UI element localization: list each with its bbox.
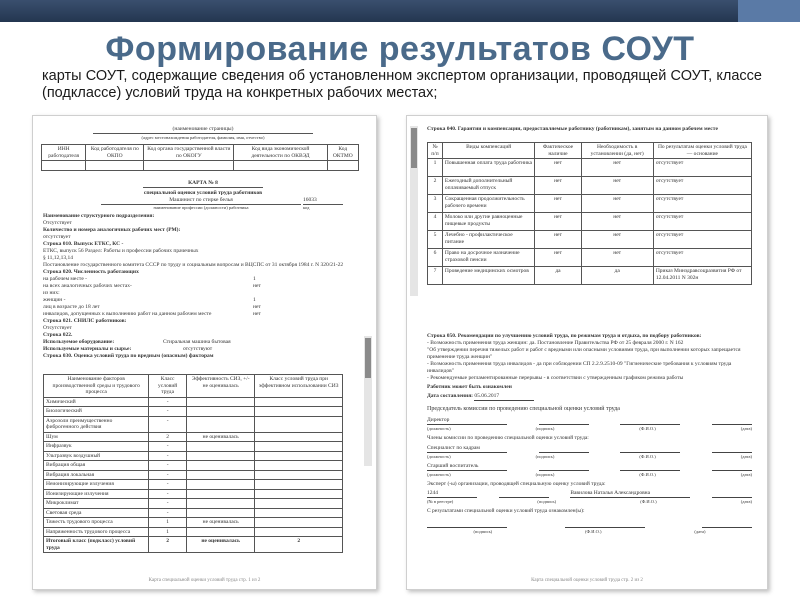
row020-item-label: на всех аналогичных рабочих местах- xyxy=(43,283,132,289)
card-job-title: Машинист по стирке белья xyxy=(101,197,301,205)
comp-cell: отсутствует xyxy=(653,177,751,195)
member1-fio xyxy=(620,445,680,453)
factor-cell: Напряженность трудового процесса xyxy=(44,527,149,537)
p2-scroll-thumb[interactable] xyxy=(411,128,417,168)
factor-cell xyxy=(186,499,254,509)
chair-label: Председатель комиссии по проведению специальной оценки условий труда xyxy=(427,406,620,412)
comp-cell: отсутствует xyxy=(653,249,751,267)
p2-scrollbar[interactable] xyxy=(410,126,418,296)
factor-cell: не оценивалась xyxy=(186,432,254,442)
caption-fio: (Ф.И.О.) xyxy=(585,529,602,534)
row022-label: Строка 022. xyxy=(43,332,73,338)
row020-label: Строка 020. Численность работающих xyxy=(43,269,139,275)
expert-sign xyxy=(499,490,549,498)
row050-item: - Возможность применения труда инвалидов - да при соблюдении СП 2.2.9.2510-09 "Гигиенические требования к условиям труда инвалидов" xyxy=(427,361,732,374)
comp-row xyxy=(428,249,752,267)
factor-cell xyxy=(255,397,343,407)
row020-item xyxy=(43,311,361,318)
factor-cell xyxy=(255,451,343,461)
code-cell xyxy=(144,161,234,171)
chair-fio xyxy=(620,417,680,425)
factor-cell: не оценивалась xyxy=(186,518,254,528)
comp-header: Необходимость в установлении (да, нет) xyxy=(581,143,653,159)
factor-cell: Ионизирующие излучения xyxy=(44,489,149,499)
factor-row xyxy=(44,518,343,528)
factor-cell xyxy=(255,432,343,442)
factor-row xyxy=(44,470,343,480)
factor-cell xyxy=(255,508,343,518)
factor-cell: - xyxy=(149,499,187,509)
row020-item-label: из них: xyxy=(43,290,60,296)
worker-fio xyxy=(565,520,645,528)
comp-cell: нет xyxy=(581,213,653,231)
comp-row xyxy=(428,231,752,249)
factor-cell: Инфразвук xyxy=(44,442,149,452)
factors-table xyxy=(43,374,343,553)
p1-body xyxy=(43,213,361,360)
comp-cell: Сокращенная продолжительность рабочего времени xyxy=(442,195,535,213)
factor-row xyxy=(44,489,343,499)
expert-name: Вавилова Наталья Александровна xyxy=(570,490,690,498)
comp-cell: отсутствует xyxy=(653,195,751,213)
row050-item: "Об утверждении перечня тяжелых работ и работ с вредными или опасными условиями труда, при выполнении которых запрещается применение труда женщин" xyxy=(427,347,741,360)
comp-cell: нет xyxy=(535,249,581,267)
caption-position: (должность) xyxy=(427,454,451,459)
factor-cell xyxy=(255,489,343,499)
card-job-code: 16033 xyxy=(303,197,343,205)
caption-sign: (подпись) xyxy=(535,454,555,459)
factor-row xyxy=(44,451,343,461)
count-label: Количество и номера аналогичных рабочих мест (РМ): xyxy=(43,227,181,233)
factor-cell: - xyxy=(149,451,187,461)
caption-position: (должность) xyxy=(427,472,451,477)
factor-cell: 1 xyxy=(149,518,187,528)
comp-cell: отсутствует xyxy=(653,159,751,177)
code-header: Код органа государственной власти по ОКОГУ xyxy=(144,145,234,161)
comp-cell: 5 xyxy=(428,231,443,249)
factor-header: Эффективность СИЗ, +/- не оценивалась xyxy=(186,375,254,398)
caption-date: (дата) xyxy=(740,499,752,504)
row050-label: Строка 050. Рекомендации по улучшению условий труда, по режимам труда и отдыха, по подбору работников: xyxy=(427,333,702,339)
row020-item-value: 1 xyxy=(253,276,256,282)
factor-cell: Вибрация общая xyxy=(44,461,149,471)
expert-label: Эксперт (-ы) организации, проводящей специальную оценку условий труда: xyxy=(427,481,606,487)
factor-cell xyxy=(255,461,343,471)
factor-cell: 2 xyxy=(255,537,343,553)
factor-cell: - xyxy=(149,442,187,452)
factor-cell: Тяжесть трудового процесса xyxy=(44,518,149,528)
factor-cell: Шум xyxy=(44,432,149,442)
comp-row xyxy=(428,195,752,213)
expert-date xyxy=(712,490,752,498)
comp-cell: 1 xyxy=(428,159,443,177)
factor-row xyxy=(44,480,343,490)
factor-cell xyxy=(186,508,254,518)
member2-sign xyxy=(539,463,589,471)
comp-cell: Проведение медицинских осмотров xyxy=(442,267,535,285)
comp-row xyxy=(428,213,752,231)
comp-cell: 6 xyxy=(428,249,443,267)
row050-item: - Возможность применения труда женщин: да. Постановление Правительства РФ от 25 февраля 2000 г. N 162 xyxy=(427,340,684,346)
worker-captions xyxy=(427,528,752,535)
row021-value: Отсутствует xyxy=(43,325,72,331)
member1-position: Специалист по кадрам xyxy=(427,445,507,453)
factor-cell xyxy=(255,518,343,528)
comp-row xyxy=(428,267,752,285)
factor-cell xyxy=(255,480,343,490)
caption-date: (дата) xyxy=(740,472,752,477)
comp-cell: Повышенная оплата труда работника xyxy=(442,159,535,177)
row020-item-label: лиц в возрасте до 18 лет xyxy=(43,304,100,310)
worker-date xyxy=(702,520,752,528)
count-value: отсутствует xyxy=(43,234,71,240)
comp-cell: Молоко или другие равноценные пищевые продукты xyxy=(442,213,535,231)
factor-cell: - xyxy=(149,489,187,499)
member2-fio xyxy=(620,463,680,471)
member2-captions xyxy=(427,471,752,478)
factor-cell: не оценивалась xyxy=(186,537,254,553)
chair-sign xyxy=(539,417,589,425)
p1-header-line: (адрес местонахождения работодателя, фамилия, имя, отчество) xyxy=(141,135,265,140)
comp-header: № п/п xyxy=(428,143,443,159)
code-header: ИНН работодателя xyxy=(42,145,86,161)
factor-row xyxy=(44,537,343,553)
comp-cell: Ежегодный дополнительный оплачиваемый отпуск xyxy=(442,177,535,195)
factor-row xyxy=(44,432,343,442)
materials-value: отсутствуют xyxy=(183,346,213,352)
factor-cell: - xyxy=(149,461,187,471)
row020-item xyxy=(43,276,361,283)
expert-captions xyxy=(427,498,752,505)
chair-position: Директор xyxy=(427,417,507,425)
factor-cell: - xyxy=(149,508,187,518)
row020-item-value: нет xyxy=(253,283,261,289)
comp-header: По результатам оценки условий труда — основание xyxy=(653,143,751,159)
factor-row xyxy=(44,461,343,471)
factor-cell: Аэрозоли преимущественно фиброгенного действия xyxy=(44,416,149,432)
row020-list xyxy=(43,276,361,318)
caption-sign: (подпись) xyxy=(537,499,557,504)
comp-cell: Приказ Минздравсоцразвития РФ от 12.04.2011 N 302н xyxy=(653,267,751,285)
code-cell xyxy=(42,161,86,171)
comp-header: Фактическое наличие xyxy=(535,143,581,159)
member2-date xyxy=(712,463,752,471)
factor-cell xyxy=(186,480,254,490)
code-header: Код работодателя по ОКПО xyxy=(86,145,144,161)
date-value: 05.06.2017 xyxy=(474,393,534,401)
caption-sign: (подпись) xyxy=(535,472,555,477)
comp-cell: отсутствует xyxy=(653,231,751,249)
workers-label: С результатами специальной оценки условий труда ознакомлен(ы): xyxy=(427,508,585,514)
comp-cell: 7 xyxy=(428,267,443,285)
comp-cell: 3 xyxy=(428,195,443,213)
expert-sign-line xyxy=(427,490,752,498)
dept-label: Наименование структурного подразделения: xyxy=(43,213,155,219)
comp-row xyxy=(428,177,752,195)
caption-sign: (подпись) xyxy=(535,426,555,431)
chair-sign-line xyxy=(427,417,752,425)
factor-cell: - xyxy=(149,470,187,480)
row020-item xyxy=(43,290,361,297)
factor-cell xyxy=(186,527,254,537)
comp-cell: нет xyxy=(581,249,653,267)
dept-value: Отсутствует xyxy=(43,220,72,226)
comp-cell: нет xyxy=(535,159,581,177)
caption-registry: (№ в реестре) xyxy=(427,499,454,504)
member1-sign-line xyxy=(427,445,752,453)
comp-cell: да xyxy=(535,267,581,285)
factor-cell xyxy=(255,407,343,417)
factor-cell: 2 xyxy=(149,432,187,442)
p1-footer: Карта специальной оценки условий труда стр. 1 из 2 xyxy=(148,578,261,583)
factor-cell xyxy=(186,416,254,432)
comp-cell: отсутствует xyxy=(653,213,751,231)
caption-date: (дата) xyxy=(694,529,706,534)
slide-subtitle: карты СОУТ, содержащие сведения об установленном экспертом организации, проводящей СОУТ, классе (подклассе) условий труда на конкретных рабочих местах; xyxy=(42,68,762,101)
member2-position: Старший воспитатель xyxy=(427,463,507,471)
comp-cell: нет xyxy=(535,213,581,231)
member1-captions xyxy=(427,453,752,460)
date-label: Дата составления: xyxy=(427,393,474,399)
row010-text: ЕТКС, выпуск 56 Раздел: Работы и профессии рабочих прачечных xyxy=(43,248,199,254)
document-page-1 xyxy=(32,115,377,590)
document-page-2 xyxy=(406,115,768,590)
slide-top-bar xyxy=(0,0,800,22)
expert-number: 1244 xyxy=(427,490,477,498)
row020-item-label: инвалидов, допущенных к выполнению работ на данном рабочем месте xyxy=(43,311,212,317)
card-job-caption: наименование профессии (должности) работника xyxy=(153,205,249,210)
factor-header: Наименование факторов производственной среды и трудового процесса xyxy=(44,375,149,398)
factor-cell: Световая среда xyxy=(44,508,149,518)
factor-cell xyxy=(186,489,254,499)
row020-item xyxy=(43,304,361,311)
factor-cell: 1 xyxy=(149,527,187,537)
row020-item-value: нет xyxy=(253,304,261,310)
comp-cell: 4 xyxy=(428,213,443,231)
p2-footer: Карта специальной оценки условий труда стр. 2 из 2 xyxy=(531,578,643,583)
ack-label: Работник может быть ознакомлен xyxy=(427,384,512,390)
factor-cell xyxy=(255,527,343,537)
comp-cell: нет xyxy=(535,195,581,213)
factor-cell: Химический xyxy=(44,397,149,407)
factor-row xyxy=(44,527,343,537)
factor-cell: - xyxy=(149,480,187,490)
comp-cell: Право на досрочное назначение страховой пенсии xyxy=(442,249,535,267)
caption-sign: (подпись) xyxy=(473,529,493,534)
factor-cell xyxy=(255,416,343,432)
comp-header: Виды компенсаций xyxy=(442,143,535,159)
row020-item xyxy=(43,283,361,290)
top-bar-accent xyxy=(738,0,800,22)
factor-cell xyxy=(186,397,254,407)
factor-row xyxy=(44,508,343,518)
p2-body xyxy=(427,333,752,535)
factor-cell: Неионизирующие излучения xyxy=(44,480,149,490)
factor-cell xyxy=(255,499,343,509)
code-cell xyxy=(327,161,358,171)
comp-cell: нет xyxy=(581,231,653,249)
member1-date xyxy=(712,445,752,453)
factor-row xyxy=(44,442,343,452)
caption-fio: (Ф.И.О.) xyxy=(639,426,656,431)
factor-row xyxy=(44,397,343,407)
slide-title: Формирование результатов СОУТ xyxy=(105,30,695,68)
comp-cell: 2 xyxy=(428,177,443,195)
caption-fio: (Ф.И.О.) xyxy=(639,472,656,477)
comp-cell: нет xyxy=(581,159,653,177)
materials-label: Используемые материалы и сырье: xyxy=(43,346,132,352)
factor-cell xyxy=(255,470,343,480)
p1-scrollbar[interactable] xyxy=(364,336,372,466)
factor-cell: - xyxy=(149,397,187,407)
equip-label: Используемое оборудование: xyxy=(43,339,115,345)
code-header: Код вида экономической деятельности по ОКВЭД xyxy=(234,145,327,161)
factor-cell xyxy=(186,470,254,480)
row050-list xyxy=(427,340,752,382)
comp-row xyxy=(428,159,752,177)
p1-scroll-thumb[interactable] xyxy=(365,338,371,378)
comp-cell: Лечебно - профилактическое питание xyxy=(442,231,535,249)
factor-cell: - xyxy=(149,416,187,432)
comp-table xyxy=(427,142,752,285)
factor-cell xyxy=(186,407,254,417)
factor-cell: 2 xyxy=(149,537,187,553)
code-cell xyxy=(234,161,327,171)
factor-row xyxy=(44,416,343,432)
caption-date: (дата) xyxy=(740,426,752,431)
code-header: Код ОКТМО xyxy=(327,145,358,161)
card-subtitle: специальной оценки условий труда работников xyxy=(143,190,263,196)
row050-item: - Рекомендуемые регламентированные перерывы - в соответствии с утвержденным графиком режима работы xyxy=(427,375,684,381)
equip-value: Стиральная машина бытовая xyxy=(163,339,231,345)
factor-row xyxy=(44,499,343,509)
card-title: КАРТА № 8 xyxy=(143,180,263,188)
row020-item xyxy=(43,297,361,304)
factor-cell: - xyxy=(149,407,187,417)
worker-sign xyxy=(427,520,507,528)
worker-sign-line xyxy=(427,520,752,528)
comp-cell: нет xyxy=(581,195,653,213)
factor-cell xyxy=(186,461,254,471)
members-label: Члены комиссии по проведению специальной оценки условий труда: xyxy=(427,435,589,441)
member1-sign xyxy=(539,445,589,453)
factor-cell: Вибрация локальная xyxy=(44,470,149,480)
comp-cell: нет xyxy=(535,231,581,249)
factor-header: Класс условий труда xyxy=(149,375,187,398)
row020-item-value: нет xyxy=(253,311,261,317)
card-job-code-caption: код xyxy=(303,205,310,210)
comp-cell: да xyxy=(581,267,653,285)
p1-header-top: (наименование страницы) xyxy=(93,126,313,134)
comp-cell: нет xyxy=(581,177,653,195)
row030-label: Строка 030. Оценка условий труда по вредным (опасным) факторам xyxy=(43,353,214,359)
row020-item-label: женщин - xyxy=(43,297,66,303)
factor-header: Класс условий труда при эффективном использовании СИЗ xyxy=(255,375,343,398)
comp-cell: нет xyxy=(535,177,581,195)
factor-cell xyxy=(186,442,254,452)
row010-label: Строка 010. Выпуск ЕТКС, КС - xyxy=(43,241,124,247)
factor-cell: Биологический xyxy=(44,407,149,417)
member2-sign-line xyxy=(427,463,752,471)
code-cell xyxy=(86,161,144,171)
factor-cell: Ультразвук воздушный xyxy=(44,451,149,461)
caption-date: (дата) xyxy=(740,454,752,459)
chair-captions xyxy=(427,425,752,432)
row020-item-value: 1 xyxy=(253,297,256,303)
row040-label: Строка 040. Гарантии и компенсации, предоставляемые работнику (работникам), занятым на данном рабочем месте xyxy=(427,126,718,132)
row021-label: Строка 021. СНИЛС работников: xyxy=(43,318,127,324)
row020-item-label: на рабочем месте - xyxy=(43,276,87,282)
caption-fio: (Ф.И.О.) xyxy=(639,454,656,459)
caption-fio: (Ф.И.О.) xyxy=(640,499,657,504)
caption-position: (должность) xyxy=(427,426,451,431)
chair-date xyxy=(712,417,752,425)
row010-decree: Постановление государственного комитета СССР по труду и социальным вопросам и ВЦСПС от 31 октября 1984 г. N 320/21-22 xyxy=(43,262,344,268)
factor-row xyxy=(44,407,343,417)
factor-cell: Итоговый класс (подкласс) условий труда xyxy=(44,537,149,553)
factor-cell xyxy=(255,442,343,452)
factor-cell: Микроклимат xyxy=(44,499,149,509)
p1-codes-table xyxy=(41,144,359,171)
factor-cell xyxy=(186,451,254,461)
row010-para: § 11,12,13,14 xyxy=(43,255,74,261)
